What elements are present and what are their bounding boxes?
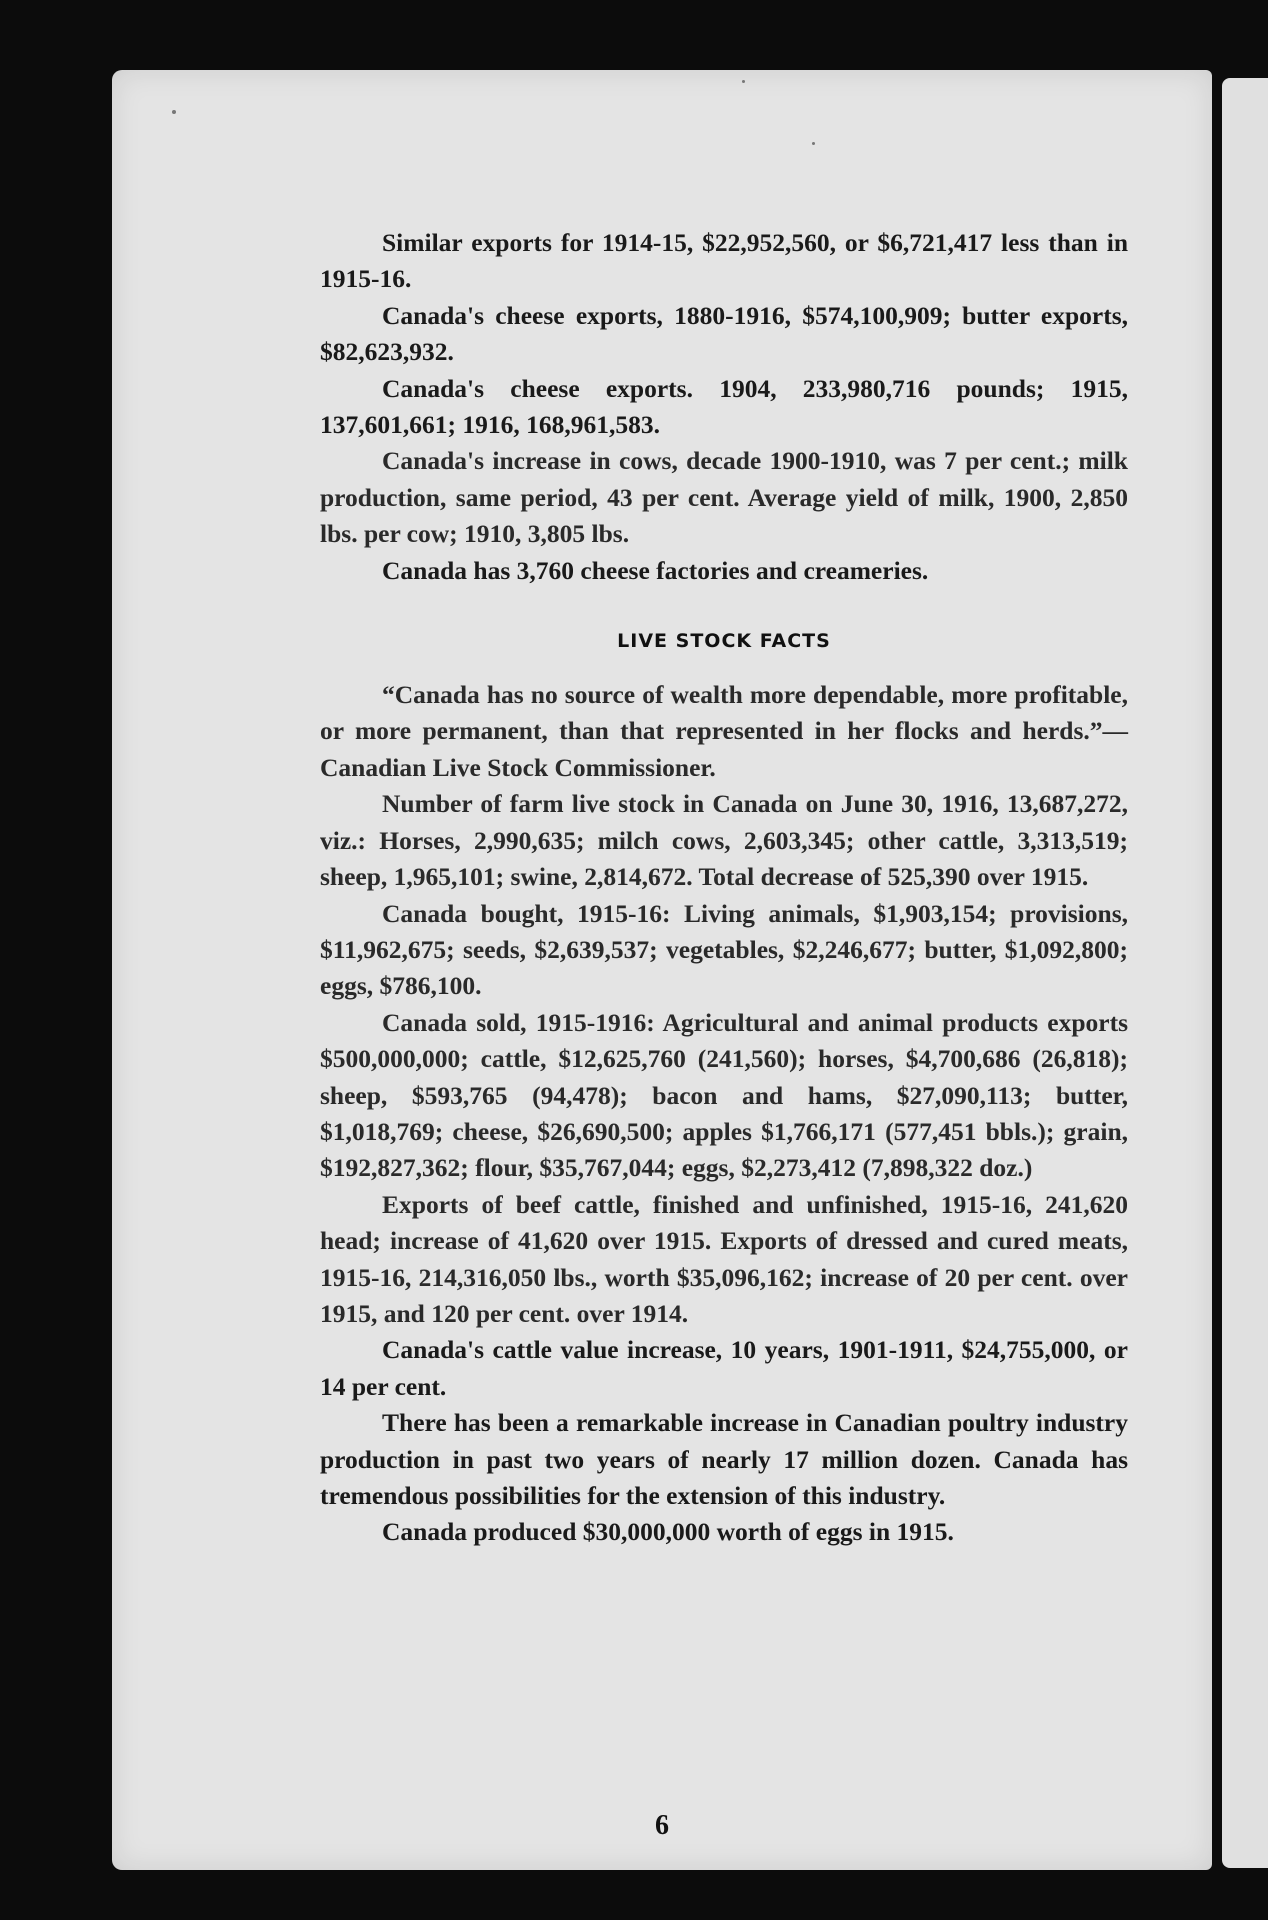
paragraph-similar-exports: Similar exports for 1914-15, $22,952,560, or $6,721,417 less than in 1915-16. — [320, 228, 1128, 294]
page-text — [320, 225, 1128, 1551]
paragraph-eggs: Canada produced $30,000,000 worth of eggs in 1915. — [382, 1517, 954, 1547]
paragraph-commissioner-quote: “Canada has no source of wealth more dependable, more profitable, or more permanent, than that represented in her flocks and herds.”—Canadian Live Stock Commissioner. — [320, 680, 1128, 782]
paragraph-live-stock-numbers: Number of farm live stock in Canada on June 30, 1916, 13,687,272, viz.: Horses, 2,990,635; milch cows, 2,603,345; other cattle, 3,313,519; sheep, 1,965,101; swine, 2,814,672. Total decrease of 525,390 over 1915. — [320, 789, 1128, 892]
paragraph-cheese-exports-pounds: Canada's cheese exports. 1904, 233,980,716 pounds; 1915, 137,601,661; 1916, 168,961,583. — [320, 373, 1128, 440]
paragraph-cattle-value: Canada's cattle value increase, 10 years, 1901-1911, $24,755,000, or 14 per cent. — [320, 1335, 1128, 1401]
paragraph-cows-milk: Canada's increase in cows, decade 1900-1910, was 7 per cent.; milk production, same period, 43 per cent. Average yield of milk, 1900, 2,850 lbs. per cow; 1910, 3,805 lbs. — [320, 446, 1128, 549]
paragraph-poultry: There has been a remarkable increase in Canadian poultry industry production in past two years of nearly 17 million dozen. Canada has tremendous possibilities for the extension of this industry. — [320, 1408, 1128, 1510]
section-heading: LIVE STOCK FACTS — [617, 630, 831, 653]
paragraph-cheese-butter-exports: Canada's cheese exports, 1880-1916, $574,100,909; butter exports, $82,623,932. — [320, 300, 1128, 367]
dust-speck — [172, 110, 176, 114]
dust-speck — [812, 142, 815, 145]
paragraph-beef-exports: Exports of beef cattle, finished and unfinished, 1915-16, 241,620 head; increase of 41,620 over 1915. Exports of dressed and cured meats, 1915-16, 214,316,050 lbs., worth $35,096,162; increase of 20 per cent. over 1915, and 120 per cent. over 1914. — [320, 1189, 1128, 1328]
paragraph-cheese-factories: Canada has 3,760 cheese factories and creameries. — [382, 555, 929, 585]
page-number: 6 — [655, 1810, 669, 1841]
dust-speck — [742, 80, 745, 83]
paragraph-canada-bought: Canada bought, 1915-16: Living animals, $1,903,154; provisions, $11,962,675; seeds, $2,639,537; vegetables, $2,246,677; butter, $1,092,800; eggs, $786,100. — [320, 898, 1128, 1001]
adjacent-page-edge — [1222, 78, 1268, 1868]
paragraph-canada-sold: Canada sold, 1915-1916: Agricultural and animal products exports $500,000,000; cattle, $12,625,760 (241,560); horses, $4,700,686 (26,818); sheep, $593,765 (94,478); bacon and hams, $27,090,113; butter, $1,018,769; cheese, $26,690,500; apples $1,766,171 (577,451 bbls.); grain, $192,827,362; flour, $35,767,044; eggs, $2,273,412 (7,898,322 doz.) — [320, 1007, 1128, 1183]
